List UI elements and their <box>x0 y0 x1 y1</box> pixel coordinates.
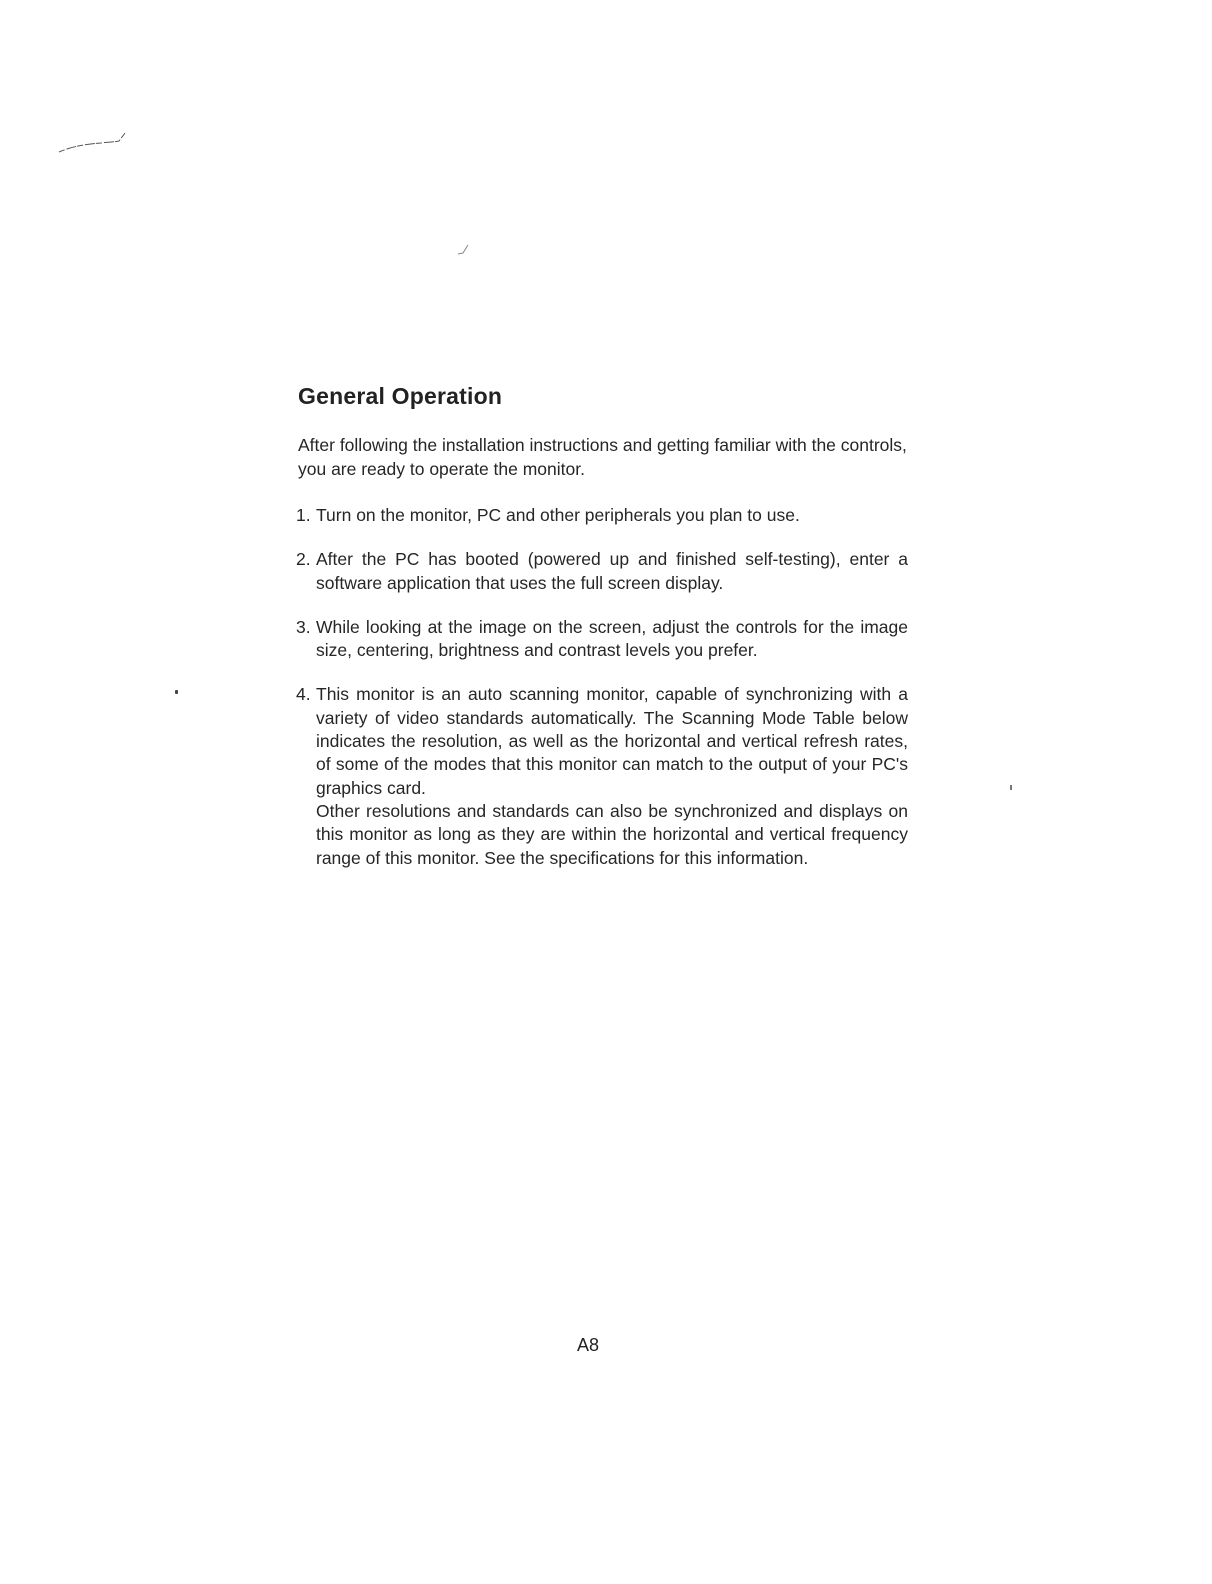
pen-stroke-mark <box>55 128 135 158</box>
intro-paragraph: After following the installation instructions and getting familiar with the controls, you are ready to operate the monitor. <box>298 435 907 479</box>
page-number: A8 <box>577 1335 600 1355</box>
list-item <box>296 683 908 869</box>
step-text: While looking at the image on the screen, adjust the controls for the image size, centering, brightness and contrast levels you prefer. <box>316 616 908 661</box>
steps-list <box>296 504 908 870</box>
step-number: 2. <box>296 549 311 570</box>
list-item <box>296 548 908 595</box>
step-text: After the PC has booted (powered up and finished self-testing), enter a software application that uses the full screen display. <box>316 549 908 593</box>
stray-dot-mark <box>1010 785 1012 790</box>
step-number: 4. <box>296 684 311 705</box>
step-extra-text: Other resolutions and standards can also be synchronized and displays on this monitor as long as they are within the horizontal and vertical frequency range of this monitor. See the specifications for this information. <box>316 800 908 868</box>
step-number: 3. <box>296 616 311 637</box>
step-text: This monitor is an auto scanning monitor, capable of synchronizing with a variety of video standards automatically. The Scanning Mode Table below indicates the resolution, as well as the horizontal and vertical refresh rates, of some of the modes that this monitor can match to the output of your PC's graphics card. <box>316 684 908 798</box>
list-item <box>296 616 908 663</box>
section-title: General Operation <box>298 383 503 409</box>
step-number: 1. <box>296 505 311 525</box>
stray-tick-mark <box>456 243 472 257</box>
list-item <box>296 504 908 527</box>
stray-dot-mark <box>175 690 178 694</box>
step-text: Turn on the monitor, PC and other peripherals you plan to use. <box>316 505 800 525</box>
